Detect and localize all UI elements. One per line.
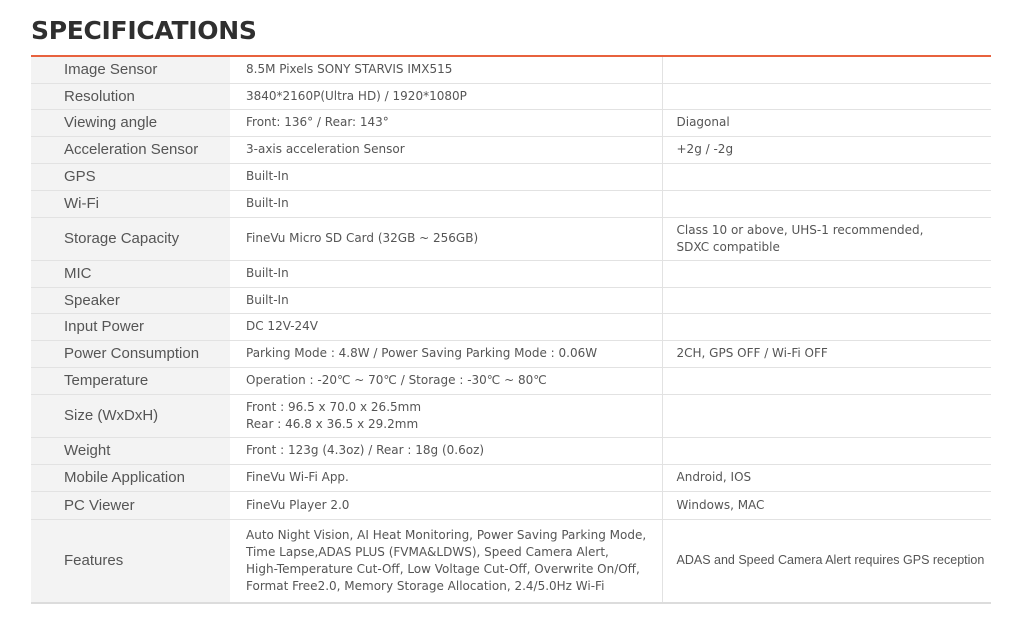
spec-row — [31, 83, 991, 109]
spec-note — [662, 340, 991, 367]
spec-label: Resolution — [31, 83, 230, 109]
spec-value-line: DC 12V-24V — [246, 319, 319, 333]
spec-label: Power Consumption — [31, 340, 230, 367]
spec-label: MIC — [31, 260, 230, 287]
spec-value — [230, 190, 662, 217]
spec-row — [31, 163, 991, 190]
spec-value — [230, 260, 662, 287]
spec-value-line: FineVu Micro SD Card (32GB ~ 256GB) — [246, 231, 479, 245]
spec-row — [31, 394, 991, 437]
spec-value — [230, 340, 662, 367]
spec-label: Size (WxDxH) — [31, 394, 230, 437]
spec-value — [230, 136, 662, 163]
spec-value — [230, 57, 662, 83]
spec-note — [662, 260, 991, 287]
spec-value-line: FineVu Player 2.0 — [246, 497, 350, 512]
spec-value — [230, 394, 662, 437]
spec-row — [31, 464, 991, 491]
spec-label: PC Viewer — [31, 491, 230, 519]
spec-row — [31, 190, 991, 217]
spec-value — [230, 287, 662, 313]
spec-note-line: +2g / -2g — [676, 142, 734, 156]
spec-value-line: Built-In — [246, 292, 289, 307]
spec-row — [31, 437, 991, 464]
spec-label: Weight — [31, 437, 230, 464]
spec-value-line: Rear : 46.8 x 36.5 x 29.2mm — [246, 416, 419, 431]
spec-value-line: Built-In — [246, 196, 289, 210]
spec-label: Acceleration Sensor — [31, 136, 230, 163]
spec-note — [662, 313, 991, 340]
spec-value-line: Built-In — [246, 169, 289, 183]
spec-note — [662, 519, 991, 603]
spec-row — [31, 136, 991, 163]
spec-note-line: Diagonal — [676, 115, 730, 129]
spec-label: Wi-Fi — [31, 190, 230, 217]
spec-note — [662, 464, 991, 491]
spec-value — [230, 367, 662, 394]
spec-label: Temperature — [31, 367, 230, 394]
spec-note-line: Windows, MAC — [676, 497, 765, 512]
spec-value-line: 3-axis acceleration Sensor — [246, 142, 405, 156]
spec-row — [31, 287, 991, 313]
spec-note — [662, 394, 991, 437]
spec-value — [230, 491, 662, 519]
spec-note — [662, 491, 991, 519]
spec-label: Features — [31, 519, 230, 603]
spec-row — [31, 313, 991, 340]
spec-row — [31, 57, 991, 83]
spec-note-line: 2CH, GPS OFF / Wi-Fi OFF — [676, 346, 828, 360]
spec-value — [230, 313, 662, 340]
spec-note — [662, 437, 991, 464]
spec-row — [31, 367, 991, 394]
spec-label: Storage Capacity — [31, 217, 230, 260]
spec-value-line: Time Lapse,ADAS PLUS (FVMA&LDWS), Speed Camera Alert, — [246, 544, 609, 559]
spec-note — [662, 367, 991, 394]
spec-row — [31, 340, 991, 367]
page-title: SPECIFICATIONS — [31, 16, 257, 45]
spec-value — [230, 519, 662, 603]
spec-row — [31, 217, 991, 260]
spec-note — [662, 163, 991, 190]
spec-value-line: Auto Night Vision, AI Heat Monitoring, Power Saving Parking Mode, — [246, 527, 647, 542]
specifications-table — [31, 57, 991, 604]
spec-row — [31, 491, 991, 519]
spec-value-line: Front : 123g (4.3oz) / Rear : 18g (0.6oz) — [246, 443, 485, 457]
spec-label: Image Sensor — [31, 57, 230, 83]
spec-row — [31, 109, 991, 136]
spec-value-line: Format Free2.0, Memory Storage Allocation, 2.4/5.0Hz Wi-Fi — [246, 578, 605, 593]
spec-value — [230, 437, 662, 464]
spec-note-line: SDXC compatible — [676, 239, 780, 254]
spec-value — [230, 217, 662, 260]
spec-note — [662, 136, 991, 163]
spec-note — [662, 109, 991, 136]
spec-label: GPS — [31, 163, 230, 190]
spec-label: Viewing angle — [31, 109, 230, 136]
spec-note — [662, 57, 991, 83]
spec-note — [662, 83, 991, 109]
spec-value — [230, 464, 662, 491]
spec-value — [230, 163, 662, 190]
spec-value-line: Built-In — [246, 266, 289, 280]
spec-row — [31, 260, 991, 287]
spec-value-line: Parking Mode : 4.8W / Power Saving Parking Mode : 0.06W — [246, 346, 598, 360]
spec-note — [662, 217, 991, 260]
spec-value-line: Front: 136° / Rear: 143° — [246, 115, 389, 129]
spec-value-line: Operation : -20℃ ~ 70℃ / Storage : -30℃ ~ 80℃ — [246, 373, 547, 387]
spec-value-line: 3840*2160P(Ultra HD) / 1920*1080P — [246, 88, 467, 103]
spec-label: Input Power — [31, 313, 230, 340]
spec-note-line: Class 10 or above, UHS-1 recommended, — [676, 222, 924, 237]
spec-value-line: 8.5M Pixels SONY STARVIS IMX515 — [246, 62, 453, 77]
spec-value — [230, 83, 662, 109]
spec-row — [31, 519, 991, 603]
spec-note-line: ADAS and Speed Camera Alert requires GPS reception — [676, 553, 985, 568]
spec-note — [662, 287, 991, 313]
spec-value-line: FineVu Wi-Fi App. — [246, 470, 349, 484]
spec-label: Mobile Application — [31, 464, 230, 491]
spec-label: Speaker — [31, 287, 230, 313]
spec-value — [230, 109, 662, 136]
spec-note-line: Android, IOS — [676, 470, 752, 484]
spec-value-line: Front : 96.5 x 70.0 x 26.5mm — [246, 399, 422, 414]
spec-note — [662, 190, 991, 217]
spec-value-line: High-Temperature Cut-Off, Low Voltage Cut-Off, Overwrite On/Off, — [246, 561, 640, 576]
